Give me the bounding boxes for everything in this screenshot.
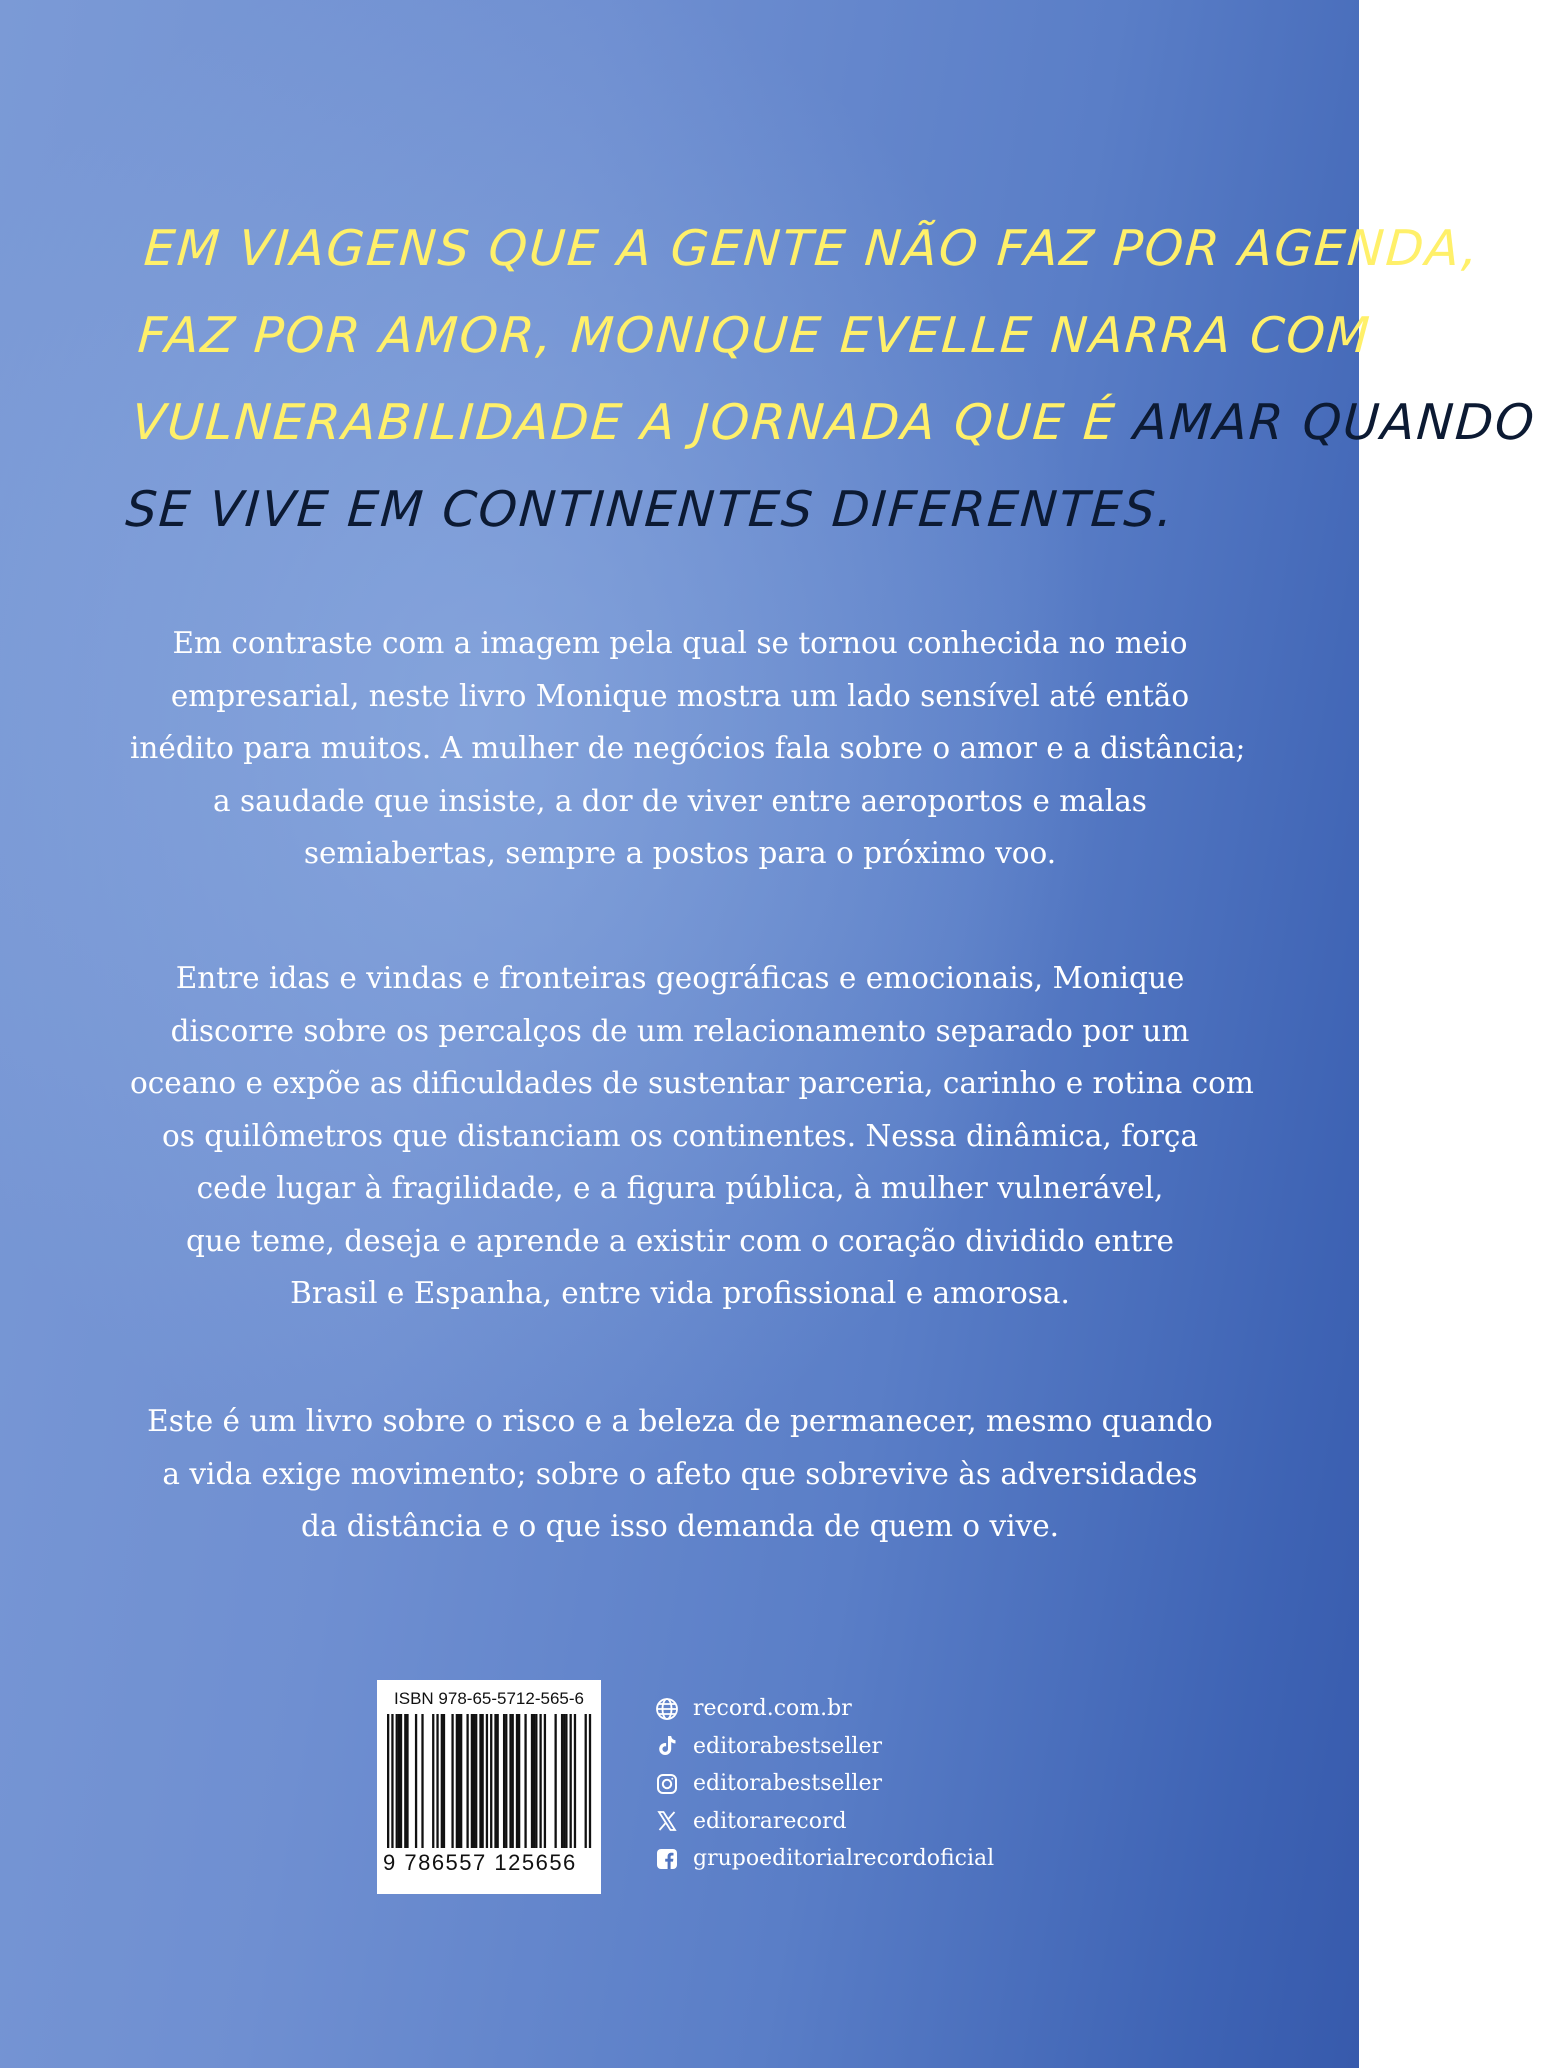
barcode-bar	[494, 1714, 496, 1848]
barcode-bars	[387, 1714, 591, 1848]
barcode-bar	[503, 1714, 505, 1848]
barcode-bar	[531, 1714, 533, 1848]
barcode-bar	[518, 1714, 520, 1848]
social-handle: editorabestseller	[693, 1771, 883, 1797]
barcode-digits: 9 786557 125656	[383, 1850, 577, 1875]
barcode-bar	[574, 1714, 576, 1848]
barcode-bar	[524, 1714, 526, 1848]
barcode-bar	[481, 1714, 483, 1848]
text-line: discorre sobre os percalços de um relacionamento separado por um	[170, 1013, 1190, 1048]
barcode-bar	[415, 1714, 417, 1848]
text-line: os quilômetros que distanciam os continentes. Nessa dinâmica, força	[161, 1118, 1199, 1153]
tagline-dark-text: AMAR QUANDO	[1131, 394, 1538, 451]
barcode-bar	[432, 1714, 434, 1848]
text-line: inédito para muitos. A mulher de negócios fala sobre o amor e a distância;	[130, 731, 1246, 765]
text-line: a saudade que insiste, a dor de viver entre aeroportos e malas	[213, 783, 1147, 818]
instagram-icon	[655, 1772, 679, 1796]
barcode-bar	[456, 1714, 458, 1848]
x-icon	[655, 1809, 679, 1833]
text-line: Brasil e Espanha, entre vida profissional e amorosa.	[290, 1276, 1070, 1310]
tagline	[123, 205, 1538, 553]
social-handle: grupoeditorialrecordoficial	[693, 1846, 995, 1872]
tiktok-icon	[655, 1734, 679, 1758]
barcode-bar	[535, 1714, 537, 1848]
social-item-website[interactable]	[655, 1690, 1105, 1728]
barcode-bar	[565, 1714, 567, 1848]
social-links	[655, 1690, 1105, 1878]
text-line: Entre idas e vindas e fronteiras geográficas e emocionais, Monique	[175, 961, 1185, 995]
text-line: cede lugar à fragilidade, e a figura pública, à mulher vulnerável,	[196, 1171, 1164, 1205]
barcode-bar	[406, 1714, 408, 1848]
barcode-bar	[486, 1714, 488, 1848]
barcode-bar	[436, 1714, 438, 1848]
barcode-bar	[398, 1714, 400, 1848]
barcode-bar	[516, 1714, 518, 1848]
barcode-bar	[391, 1714, 393, 1848]
barcode-bar	[451, 1714, 453, 1848]
social-item-tiktok[interactable]	[655, 1728, 1105, 1766]
text-line: Este é um livro sobre o risco e a beleza de permanecer, mesmo quando	[147, 1404, 1213, 1438]
barcode-bar	[460, 1714, 462, 1848]
text-line: a vida exige movimento; sobre o afeto que sobrevive às adversidades	[162, 1456, 1198, 1491]
social-handle: editorarecord	[693, 1808, 847, 1834]
tagline-dark-text: SE VIVE EM CONTINENTES DIFERENTES.	[123, 481, 1177, 538]
barcode-bar	[479, 1714, 481, 1848]
barcode-bar	[441, 1714, 443, 1848]
synopsis-paragraph-2	[130, 952, 1254, 1320]
globe-icon	[655, 1697, 679, 1721]
synopsis-paragraph-3	[130, 1395, 1230, 1553]
barcode-bar	[585, 1714, 587, 1848]
social-item-instagram[interactable]	[655, 1765, 1105, 1803]
text-line: semiabertas, sempre a postos para o próximo voo.	[303, 836, 1057, 870]
barcode-bar	[400, 1714, 402, 1848]
synopsis-paragraph-1	[130, 617, 1246, 880]
text-line: que teme, deseja e aprende a existir com o coração dividido entre	[186, 1223, 1174, 1258]
text-line: da distância e o que isso demanda de quem o vive.	[300, 1509, 1060, 1543]
barcode-bar	[387, 1714, 389, 1848]
social-handle: editorabestseller	[693, 1733, 883, 1759]
text-line: empresarial, neste livro Monique mostra um lado sensível até então	[170, 678, 1190, 713]
social-handle: record.com.br	[693, 1696, 852, 1722]
barcode-bar	[544, 1714, 546, 1848]
social-item-facebook[interactable]	[655, 1840, 1105, 1878]
tagline-yellow-text: VULNERABILIDADE A JORNADA QUE É	[129, 394, 1136, 451]
tagline-line	[135, 292, 1374, 379]
text-line: Em contraste com a imagem pela qual se tornou conhecida no meio	[172, 626, 1188, 660]
barcode-bar	[505, 1714, 507, 1848]
barcode-bar	[561, 1714, 563, 1848]
facebook-icon	[655, 1847, 679, 1871]
barcode-bar	[554, 1714, 556, 1848]
barcode-bar	[539, 1714, 541, 1848]
barcode-bar	[471, 1714, 473, 1848]
tagline-yellow-text: EM VIAGENS QUE A GENTE NÃO FAZ POR AGENDA,	[142, 220, 1482, 277]
tagline-line	[123, 466, 1239, 553]
barcode-bar	[497, 1714, 499, 1848]
barcode-bar	[533, 1714, 535, 1848]
barcode-bar	[509, 1714, 511, 1848]
barcode-bar	[475, 1714, 477, 1848]
text-line: oceano e expõe as dificuldades de sustentar parceria, carinho e rotina com	[130, 1066, 1254, 1100]
barcode-bar	[589, 1714, 591, 1848]
barcode-bar	[570, 1714, 572, 1848]
barcode-bar	[473, 1714, 475, 1848]
barcode	[377, 1680, 601, 1894]
barcode-bar	[443, 1714, 445, 1848]
tagline-yellow-text: FAZ POR AMOR, MONIQUE EVELLE NARRA COM	[136, 307, 1374, 364]
barcode-bar	[421, 1714, 423, 1848]
tagline-line	[129, 379, 1538, 466]
barcode-bar	[396, 1714, 398, 1848]
barcode-bar	[466, 1714, 468, 1848]
isbn-label: ISBN 978-65-5712-565-6	[394, 1689, 584, 1708]
barcode-bar	[490, 1714, 492, 1848]
barcode-bar	[404, 1714, 406, 1848]
barcode-bar	[458, 1714, 460, 1848]
barcode-bar	[512, 1714, 514, 1848]
social-item-x[interactable]	[655, 1803, 1105, 1841]
tagline-line	[141, 205, 1482, 292]
barcode-bar	[563, 1714, 565, 1848]
